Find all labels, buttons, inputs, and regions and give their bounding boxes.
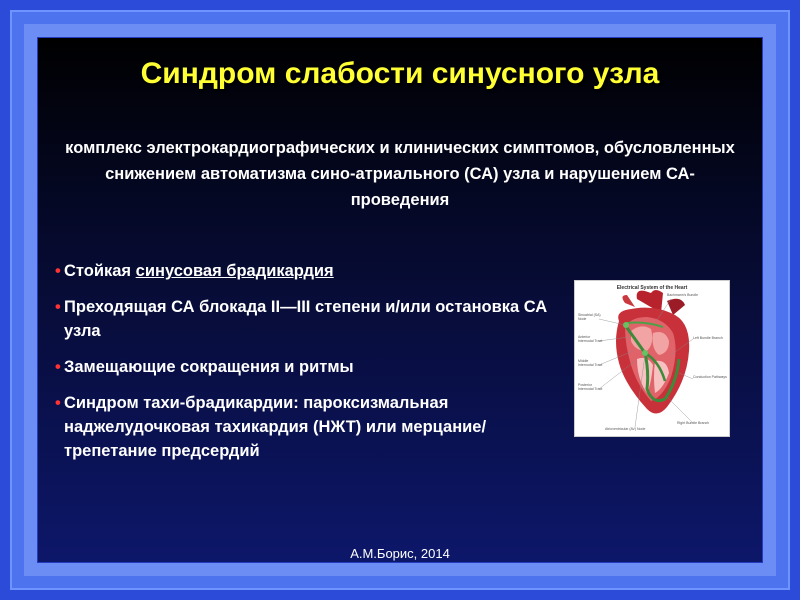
label-bachmann: Bachmann's Bundle	[667, 293, 699, 297]
bullet-text: Синдром тахи-брадикардии: пароксизмальная наджелудочковая тахикардия (НЖТ) или мерцание/трепетание предсердий	[64, 394, 487, 460]
footer-credit: А.М.Борис, 2014	[350, 546, 450, 561]
slide	[37, 37, 763, 563]
bullet-text: Замещающие сокращения и ритмы	[64, 358, 354, 376]
bullet-list	[55, 259, 575, 475]
label-left-bundle: Left Bundle Branch	[693, 336, 723, 340]
bullet-link-text: синусовая брадикардия	[135, 262, 334, 280]
bullet-marker: •	[55, 394, 61, 412]
bullet-item	[55, 391, 575, 463]
label-av-node: Atrioventricular (AV) Node	[605, 427, 646, 431]
label-conduction: Conduction Pathways	[693, 375, 727, 379]
bullet-item	[55, 259, 575, 283]
label-right-bundle: Right Bundle Branch	[677, 421, 710, 425]
bullet-item	[55, 355, 575, 379]
definition-text: комплекс электрокардиографических и клинических симптомов, обусловленных снижением автоматизма сино-атриального (СА) узла и нарушением СА-проведения	[65, 139, 735, 209]
slide-title: Синдром слабости синусного узла	[140, 57, 660, 90]
figure-caption: Electrical System of the Heart	[616, 285, 688, 291]
label-middle-tract: Middle Internodal Tract	[578, 359, 603, 367]
bullet-marker: •	[55, 358, 61, 376]
bullet-marker: •	[55, 262, 61, 280]
label-sa-node: Sinoatrial (SA) Node	[578, 313, 601, 321]
bullet-text: Преходящая СА блокада II—III степени и/или остановка СА узла	[64, 298, 548, 340]
label-anterior-tract: Anterior Internodal Tract	[578, 335, 603, 343]
bullet-item	[55, 295, 575, 343]
bullet-marker: •	[55, 298, 61, 316]
heart-conduction-figure	[574, 280, 730, 437]
bullet-text: Стойкая	[64, 262, 136, 280]
label-posterior-tract: Posterior Internodal Tract	[578, 383, 603, 391]
